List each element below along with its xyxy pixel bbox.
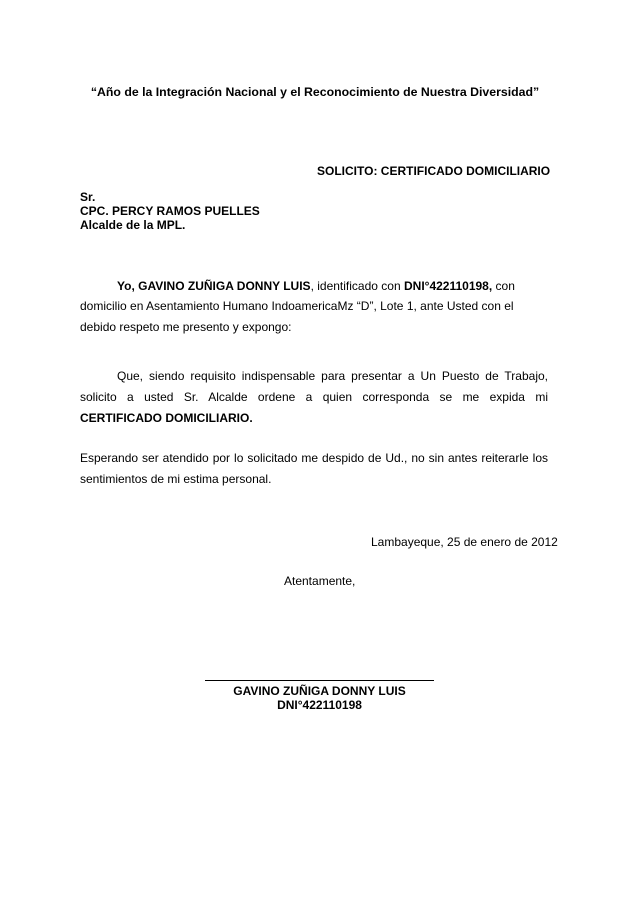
paragraph1-line1-end: con [492, 279, 515, 293]
place-and-date: Lambayeque, 25 de enero de 2012 [371, 535, 558, 549]
paragraph2-line1: Que, siendo requisito indispensable para presentar a Un Puesto de Trabajo, [117, 369, 548, 383]
signature-line [205, 680, 434, 681]
addressee-name: CPC. PERCY RAMOS PUELLES [80, 204, 260, 218]
paragraph3-line2: sentimientos de mi estima personal. [80, 472, 272, 486]
paragraph1-line3: debido respeto me presento y expongo: [80, 320, 292, 334]
paragraph1-line1 [117, 279, 515, 293]
addressee-title: Sr. [80, 190, 96, 204]
subject-line: SOLICITO: CERTIFICADO DOMICILIARIO [317, 164, 551, 178]
closing-salutation: Atentamente, [284, 574, 356, 588]
paragraph1-line2: domicilio en Asentamiento Humano IndoamericaMz “D”, Lote 1, ante Usted con el [80, 299, 514, 313]
signatory-dni: DNI°422110198 [277, 698, 362, 712]
applicant-dni: DNI°422110198, [403, 279, 493, 293]
paragraph3-line1: Esperando ser atendido por lo solicitado me despido de Ud., no sin antes reiterarle los [80, 451, 548, 465]
paragraph2-line2: solicito a usted Sr. Alcalde ordene a quien corresponda se me expida mi [80, 390, 548, 404]
signatory-name: GAVINO ZUÑIGA DONNY LUIS [233, 684, 406, 698]
identification-text: , identificado con [310, 279, 404, 293]
addressee-position: Alcalde de la MPL. [80, 218, 186, 232]
applicant-name: Yo, GAVINO ZUÑIGA DONNY LUIS [117, 279, 311, 293]
year-motto-header: “Año de la Integración Nacional y el Reconocimiento de Nuestra Diversidad” [90, 85, 540, 99]
paragraph2-line3: CERTIFICADO DOMICILIARIO. [80, 411, 253, 425]
